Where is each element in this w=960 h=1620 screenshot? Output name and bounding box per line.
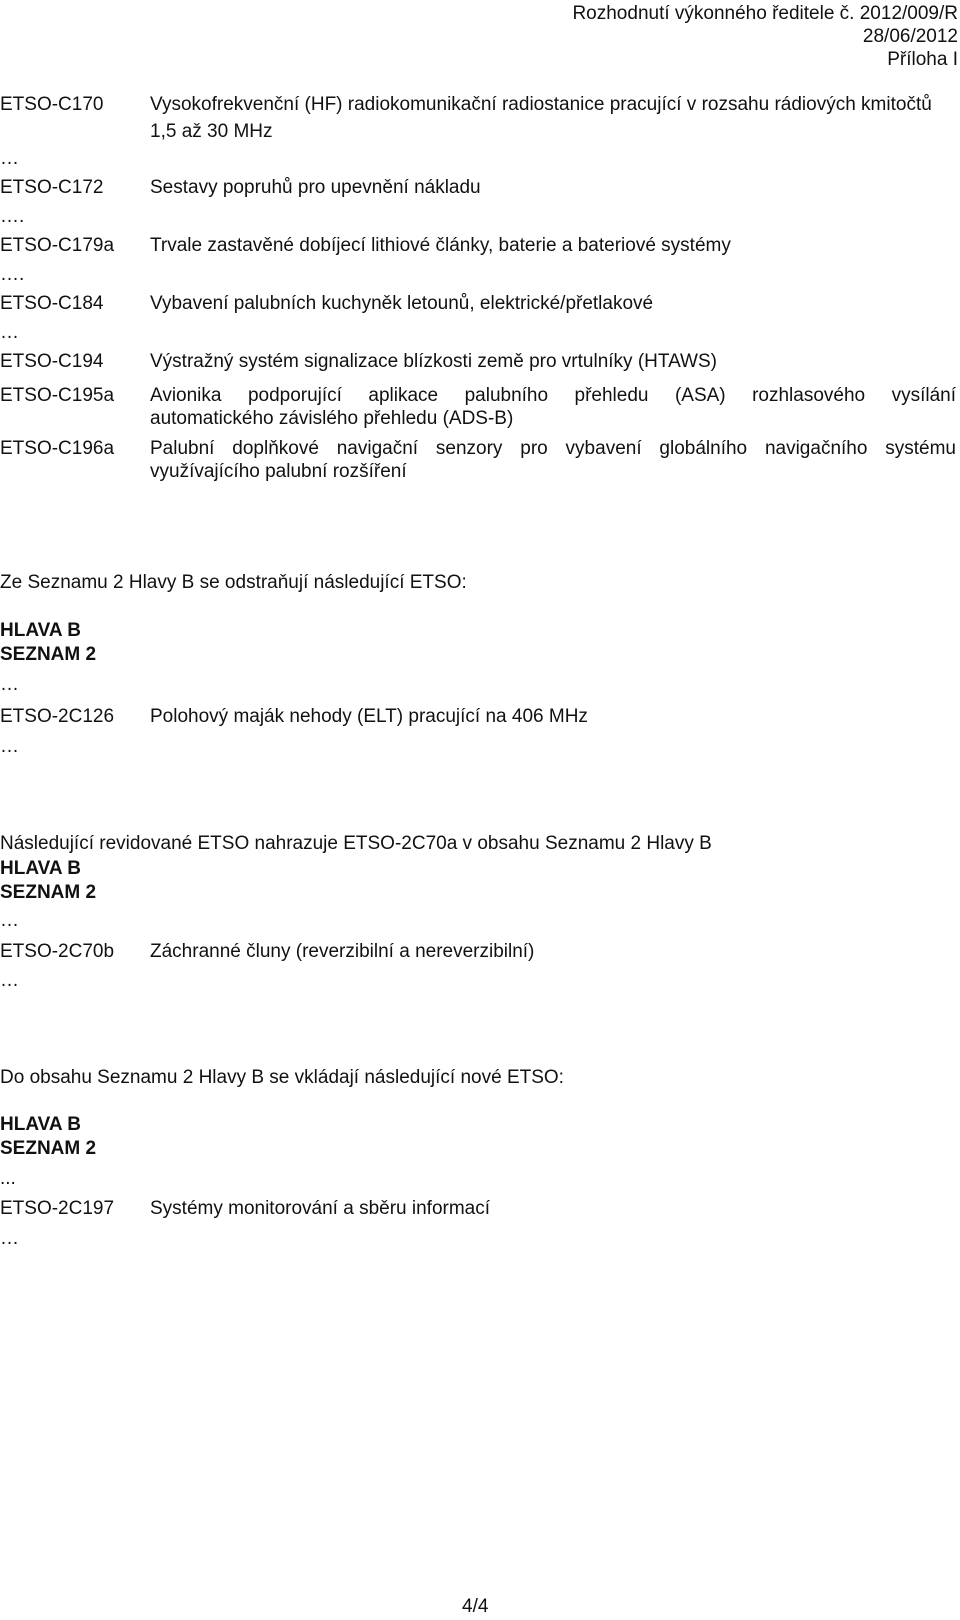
section-intro: Do obsahu Seznamu 2 Hlavy B se vkládají následující nové ETSO: [0, 1067, 564, 1088]
ellipsis: … [0, 674, 19, 695]
etso-entry-c195a [0, 382, 956, 429]
etso-description: Výstražný systém signalizace blízkosti země pro vrtulníky (HTAWS) [150, 351, 717, 372]
etso-code: ETSO-2C197 [0, 1198, 115, 1219]
etso-description: Systémy monitorování a sběru informací [150, 1198, 491, 1219]
etso-code: ETSO-C179a [0, 235, 115, 256]
etso-code: ETSO-C172 [0, 177, 104, 198]
etso-entry-c179a [0, 232, 956, 259]
section-intro: Následující revidované ETSO nahrazuje ETSO-2C70a v obsahu Seznamu 2 Hlavy B [0, 833, 712, 854]
document-header [572, 2, 958, 71]
etso-entry-2c197 [0, 1195, 956, 1222]
etso-description [150, 382, 956, 429]
list-heading: SEZNAM 2 [0, 644, 97, 665]
etso-description: Záchranné čluny (reverzibilní a nereverzibilní) [150, 941, 535, 962]
ellipsis: … [0, 970, 19, 991]
etso-description: Vysokofrekvenční (HF) radiokomunikační radiostanice pracující v rozsahu rádiových kmitočtů 1,5 až 30 MHz [150, 94, 932, 142]
etso-description: Sestavy popruhů pro upevnění nákladu [150, 177, 481, 198]
etso-description [150, 435, 956, 482]
ellipsis: … [0, 322, 19, 343]
page-number: 4/4 [462, 1596, 489, 1617]
ellipsis: … [0, 736, 19, 757]
section-intro: Ze Seznamu 2 Hlavy B se odstraňují následující ETSO: [0, 572, 467, 593]
etso-code: ETSO-C194 [0, 351, 104, 372]
ellipsis: ... [0, 1168, 16, 1189]
etso-code: ETSO-C196a [0, 438, 115, 459]
part-heading: HLAVA B [0, 858, 81, 879]
etso-entry-2c70b [0, 938, 956, 965]
list-heading: SEZNAM 2 [0, 1138, 97, 1159]
etso-entry-c196a [0, 435, 956, 482]
ellipsis: …. [0, 264, 25, 285]
decision-reference: Rozhodnutí výkonného ředitele č. 2012/009/R [572, 3, 958, 24]
etso-entry-2c126 [0, 703, 956, 730]
etso-entry-c184 [0, 290, 956, 317]
etso-code: ETSO-C184 [0, 293, 104, 314]
annex-label: Příloha I [887, 49, 958, 70]
etso-code: ETSO-C195a [0, 385, 115, 406]
etso-description: Vybavení palubních kuchyněk letounů, elektrické/přetlakové [150, 293, 654, 314]
etso-entry-c172 [0, 174, 956, 201]
description-line-2: automatického závislého přehledu (ADS-B) [150, 408, 514, 429]
part-heading: HLAVA B [0, 1114, 81, 1135]
part-heading: HLAVA B [0, 620, 81, 641]
description-line-1: Palubní doplňkové navigační senzory pro vybavení globálního navigačního systému [150, 438, 956, 459]
ellipsis: … [0, 1228, 19, 1249]
etso-description: Polohový maják nehody (ELT) pracující na 406 MHz [150, 706, 588, 727]
description-line-2: využívajícího palubní rozšíření [150, 461, 407, 482]
etso-code: ETSO-2C70b [0, 941, 115, 962]
decision-date: 28/06/2012 [862, 26, 958, 47]
ellipsis: …. [0, 206, 25, 227]
ellipsis: … [0, 148, 19, 169]
etso-code: ETSO-2C126 [0, 706, 115, 727]
etso-entry-c194 [0, 348, 956, 375]
etso-description: Trvale zastavěné dobíjecí lithiové články, baterie a bateriové systémy [150, 235, 731, 256]
ellipsis: … [0, 910, 19, 931]
etso-code: ETSO-C170 [0, 94, 104, 115]
list-heading: SEZNAM 2 [0, 882, 97, 903]
description-line-1: Avionika podporující aplikace palubního přehledu (ASA) rozhlasového vysílání [150, 385, 956, 406]
etso-entry-c170 [0, 91, 956, 145]
